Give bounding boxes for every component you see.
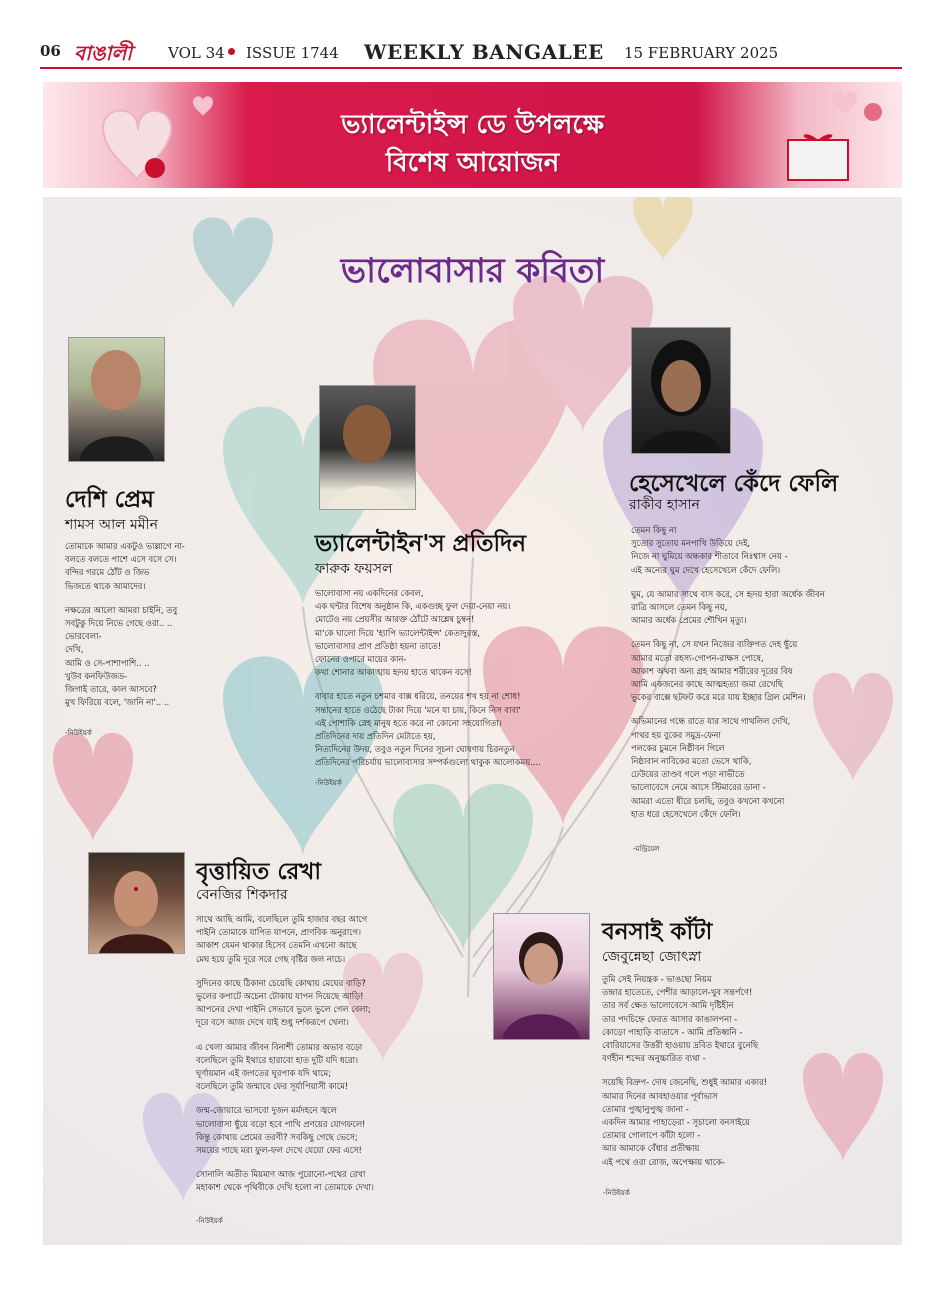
poem-author: ফারুক ফয়সল xyxy=(315,561,393,577)
poem-line: ভিজতে থাকে আমাদের। xyxy=(65,580,146,591)
publication-name: WEEKLY BANGALEE xyxy=(364,40,604,64)
poem-stanza xyxy=(631,638,886,704)
special-banner xyxy=(43,82,902,188)
poem-line: এই অন্যের ঘুম দেখে হেসেখেলে কেঁদে ফেলি। xyxy=(631,564,781,575)
poem-stanza xyxy=(631,715,886,821)
poem-line: আমরা এতো ধীরে চলছি, তবুও কখনো কখনো xyxy=(631,795,785,806)
poem-line: নিষ্ঠাবান নাবিকের মতো ভেসে থাকি, xyxy=(631,756,752,767)
poem-line: মহাকাশ থেকে পৃথিবীকে দেখি হলো না তোমাকে দেখা। xyxy=(196,1182,374,1193)
poet-portrait-icon xyxy=(89,853,184,953)
poem-line: মোটেও নয় প্রেয়সীর আরক্ত ঠোঁটে আশ্লেষ চুম্বন! xyxy=(315,614,475,625)
poem-title: বনসাই কাঁটা xyxy=(602,919,713,945)
poem-body xyxy=(602,973,862,1180)
poem-line: তুমি সেই নিয়ন্ত্রক - ভাঙছো নিয়ম xyxy=(602,974,712,984)
poem-line: রাত্রি আসলে তেমন কিছু নয়, xyxy=(631,602,728,613)
poem-line: এই পোশাকি স্নেহ মানুষ হতে করে না কোনো সহযোগিতা। xyxy=(315,717,502,728)
poem-line: বলতে বলতে পাশে এসে বসে সে। xyxy=(65,554,177,565)
poem-line: এই পথে ওরা রোজ, অপেক্ষায় থাকে- xyxy=(602,1156,725,1167)
poem-author: জেবুন্নেছা জোৎস্না xyxy=(602,949,702,965)
poem-signature: -নিউইয়র্ক xyxy=(65,729,92,737)
poem-line: জিগাই তারে, কাল আসবে? xyxy=(65,684,157,695)
poem-body xyxy=(65,540,265,720)
poem-line: বোরিয়াসের উত্তরী হাওয়ায় দ্রবিত ইথারে বুনেছি xyxy=(602,1040,759,1051)
header-rule xyxy=(40,67,902,69)
poem-stanza xyxy=(315,587,605,679)
poet-portrait-icon xyxy=(494,914,589,1039)
poem-stanza xyxy=(196,1041,456,1094)
poem-author: শামস আল মমীন xyxy=(65,517,158,533)
poem-line: কিন্তু কোথায় প্রেমের তরণী? সবকিছু গেছে ভেসে; xyxy=(196,1131,358,1142)
poem-line: আমার দিনের আবহাওয়ার পূর্বাভাস xyxy=(602,1090,718,1101)
poem-signature: -নিউইয়র্ক xyxy=(315,779,342,787)
poem-line: বন্দির গরমে ঠোঁট ও জিভ xyxy=(65,567,150,578)
poem-stanza xyxy=(315,690,605,769)
poem-stanza xyxy=(631,588,886,628)
poem-line: তার সর্ব ক্ষেত ভালোবেসে আমি দৃষ্টিহীন xyxy=(602,1000,734,1011)
poem-line: বাবার হাতে নতুন চশমার বাক্স ধরিয়ে, তনয়ের শখ হয় না শোধ! xyxy=(315,691,521,702)
poem-line: নিজে না ঘুমিয়ে অন্ধকার শীতাবে নিঃশ্বাস নেয় - xyxy=(631,551,788,562)
poem-line: ঢেউয়ের তাণ্ডব গলে পড়া নাভীতে xyxy=(631,769,745,780)
poem-line: খুউব কনফিউজড- xyxy=(65,670,127,681)
poem-line: তেমন কিছু না, সে যখন নিজের ব্যক্তিগত দেহ ছুঁয়ে xyxy=(631,639,798,650)
poem-line: বলেছিলে তুমি জন্মাবে ফের সূর্যাপিয়াসী কামে! xyxy=(196,1081,349,1092)
poem-line: ভালোবাসা নয় একদিনের কেবল, xyxy=(315,588,424,598)
poem-line: হাত ধরে হেসেখেলে কেঁদে ফেলি। xyxy=(631,808,741,819)
poem-stanza xyxy=(196,913,456,966)
volume-label: VOL 34 xyxy=(168,44,225,62)
poem-line: সবটুকু দিয়ে নিভে গেছে ওরা.. .. xyxy=(65,618,173,629)
poem-line: জন্ম-জোয়ারে ভাসবো দুজন মর্মদহনে জ্বলে xyxy=(196,1105,337,1116)
poem-body xyxy=(631,524,886,832)
poem-stanza xyxy=(65,540,265,593)
poem-line: আমার অর্ধেক প্রেমের শৌখিন মৃত্যু। xyxy=(631,615,747,626)
poem-line: একদিন আমার পাহাড়েরা - সূচালো বনসাইয়ে xyxy=(602,1117,750,1128)
poem-line: সাথে আছি আমি, বলেছিলে তুমি হাজার বছর আগে xyxy=(196,914,368,924)
poem-line: আমি একজনের কাছে আত্মহত্যা জমা রেখেছি xyxy=(631,679,783,690)
poem-line: সোনালি অতীত মিয়মাণ আজ পুরোনো-পথের রেখা xyxy=(196,1169,366,1180)
newspaper-logo[interactable]: বাঙালী xyxy=(74,41,133,65)
poet-photo xyxy=(88,852,185,954)
poem-title: ভ্যালেন্টাইন'স প্রতিদিন xyxy=(315,531,526,557)
section-title: ভালোবাসার কবিতা xyxy=(340,251,605,291)
banner-line-2: বিশেষ আয়োজন xyxy=(385,148,560,178)
poem-line: তেমন কিছু না xyxy=(631,525,677,535)
poem-line: ভুকের বাক্সে ছটফট করে মরে যায় ইচ্ছার গ্রিল মেশিন। xyxy=(631,692,806,703)
poem-line: সুদিনের কাছে ঠিকানা চেয়েছি কোথায় মেঘের বাড়ি? xyxy=(196,977,366,988)
poet-photo xyxy=(631,327,731,454)
poet-portrait-icon xyxy=(632,328,730,453)
poem-author: বেনজির শিকদার xyxy=(196,887,288,903)
poem-line: তোমার গোলাপে কাঁটা হলো - xyxy=(602,1130,701,1141)
poem-title: বৃত্তায়িত রেখা xyxy=(196,859,322,885)
bg-heart-icon xyxy=(53,733,133,842)
issue-label: ISSUE 1744 xyxy=(246,44,339,62)
poem-signature: -নিউইয়র্ক xyxy=(196,1217,223,1225)
poem-line: সন্তানের হাতে ওঠেছে টাকা দিয়ে 'মনে যা চায়, কিনে নিস বাবা' xyxy=(315,704,521,715)
poet-portrait-icon xyxy=(69,338,164,461)
poem-line: ভোরবেলা- xyxy=(65,631,102,642)
poem-line: তোমার পুঙ্খানুপুঙ্খ জানা - xyxy=(602,1103,689,1114)
poem-line: আমার মতো রহস্য-গোপন-রাক্ষস পোষে, xyxy=(631,652,764,663)
poem-line: ভালোবেসে নেমে আসে স্টিমারের ডানা - xyxy=(631,782,766,793)
poem-line: বলেছিলে তুমি ইথারে হারাবো হাত দুটি যদি ধরো। xyxy=(196,1054,358,1065)
poem-line: আকাশ যেমন থাকার হিসেব তেমনি এখনো আছে xyxy=(196,940,357,951)
page-number: 06 xyxy=(40,42,61,60)
poem-stanza xyxy=(631,524,886,577)
poem-line: আপনের দেখা পাইনি সেভাবে ভুলে ভুলে গেল বেলা; xyxy=(196,1004,371,1015)
poetry-section xyxy=(43,197,902,1245)
poem-line: প্রতিদিনের পরিচর্যায় ভালোবাসার সম্পর্কগুলো থাকুক আলোকময়.... xyxy=(315,757,541,768)
poem-title: দেশি প্রেম xyxy=(65,487,154,513)
poem-line: কথা শোনার আকাঙ্খায় হৃদয় হাতে থাকেন বসে! xyxy=(315,667,472,678)
poem-line: তন্দ্রার হাতেতে, পেশীর আড়ালে-খুব সন্তর্পণে! xyxy=(602,987,753,998)
poem-line: ঘূর্ণায়মান এই জগতের ঘূরপাক যদি থামে; xyxy=(196,1068,332,1079)
poem-line: সুতোর সুতোয় মনপাখি উড়িয়ে দেই, xyxy=(631,538,751,549)
poem-line: বর্ণহীন শব্দের অনুচ্চারিত ব্যথা - xyxy=(602,1053,706,1064)
poem-stanza xyxy=(602,1076,862,1168)
poem-line: এক ঘন্টার বিশেষ অনুষ্ঠান কি, একগুচ্ছ ফুল দেয়া-নেয়া নয়। xyxy=(315,601,511,612)
poem-line: এ খেলা আমার জীবন বিনাশী তোমার অভাব বড়ো xyxy=(196,1041,363,1052)
poem-author: রাকীব হাসান xyxy=(629,497,700,513)
poem-line: ফোনের ওপারে মায়ের কান- xyxy=(315,654,407,665)
poem-line: পলকের চুমনে নিষ্ঠীবন গিলে xyxy=(631,742,725,753)
poem-stanza xyxy=(196,1104,456,1157)
poem-line: পাইনি তোমাকে যাপিত যাপনে, প্রাণবিক অনুরাগে। xyxy=(196,927,361,938)
poem-line: আমি ও সে-পাশাপাশি.. .. xyxy=(65,657,150,668)
poem-line: ঘুম, যে আমার সাথে বাস করে, সে হৃদয় হারা অর্ধেক জীবন xyxy=(631,588,825,599)
poem-line: মা'কে ঘালো দিয়ে 'হ্যাপি ভ্যালেন্টাইন্স' কেতাদুরস্ত, xyxy=(315,627,480,638)
page-header xyxy=(0,0,945,70)
poem-line: নিত্যদিনের উদয়, তবুও নতুন দিনের সূচনা ঘোষণায় চিরনতুন xyxy=(315,744,515,755)
poem-stanza xyxy=(65,604,265,710)
poet-portrait-icon xyxy=(320,386,415,509)
poem-line: মেঘ হয়ে তুমি দূরে সরে গেছ বৃষ্টির জল নাচে। xyxy=(196,953,346,964)
poem-line: আকাশ অথবা অন্য গ্রহ আমার শরীরের দূরের বিষ xyxy=(631,665,793,676)
poem-line: ভুলের কপাটে অচেনা টোকায় যাপন দিয়েছে আড়ি! xyxy=(196,991,364,1002)
poem-line: সময়ের গাছে মরা ফুল-ফল দেখে যেয়ো ফের এসে! xyxy=(196,1145,362,1156)
banner-line-1: ভ্যালেন্টাইন্স ডে উপলক্ষে xyxy=(341,110,604,140)
poem-signature: -নিউইয়র্ক xyxy=(603,1189,630,1197)
separator-dot-icon xyxy=(228,48,235,55)
poem-line: আর আমাকে বেঁধার প্রতীক্ষায় xyxy=(602,1143,700,1154)
poet-photo xyxy=(68,337,165,462)
poem-line: সয়েছি বিদ্রুপ- দোষ জেনেছি, শুধুই আমার একার! xyxy=(602,1077,767,1088)
poem-line: ভালোবাসার প্রাণ প্রতিষ্ঠা হয়না তাতে! xyxy=(315,640,442,651)
poem-stanza xyxy=(196,977,456,1030)
poem-body xyxy=(196,913,456,1206)
issue-date: 15 FEBRUARY 2025 xyxy=(624,44,779,62)
poet-photo xyxy=(319,385,416,510)
poem-line: নক্ষত্রের আলো আমরা চাইনি, তবু xyxy=(65,604,178,615)
poem-line: দূরে বসে আজ দেখে যাই শুধু দর্শকরূপে খেলা। xyxy=(196,1017,349,1028)
poem-line: দেখি, xyxy=(65,644,84,655)
poem-line: তার পদচিহ্নে ফেরত আসার কাঙালপনা - xyxy=(602,1013,738,1024)
poem-line: পাথর হয় বুকের সমুদ্র-ফেনা xyxy=(631,729,721,740)
poem-line: তোমাকে আমার একটুও ভাল্লাগে না- xyxy=(65,541,185,551)
poem-stanza xyxy=(196,1168,456,1194)
poem-line: ভালোবাসা ছুঁয়ে বড়ো হবে পাখি প্রণয়ের যোগফলে! xyxy=(196,1118,366,1129)
poem-body xyxy=(315,587,605,781)
poem-line: কোড়ো পাহাড়ি বাতাসে - আমি প্রতিধ্বনি - xyxy=(602,1026,743,1037)
poem-line: মুখ ফিরিয়ে বলে, 'জানি না'.. .. xyxy=(65,697,170,708)
poem-signature: -মন্ট্রিয়েল xyxy=(633,845,660,853)
poem-line: অভিমানের গন্ধে রাতে যার সাথে গাথলিল দেখি, xyxy=(631,716,791,727)
poem-stanza xyxy=(602,973,862,1065)
poem-title: হেসেখেলে কেঁদে ফেলি xyxy=(629,471,839,497)
poet-photo xyxy=(493,913,590,1040)
poem-line: প্রতিদিনের দায় প্রতিদিন মেটাতে হয়, xyxy=(315,731,436,742)
